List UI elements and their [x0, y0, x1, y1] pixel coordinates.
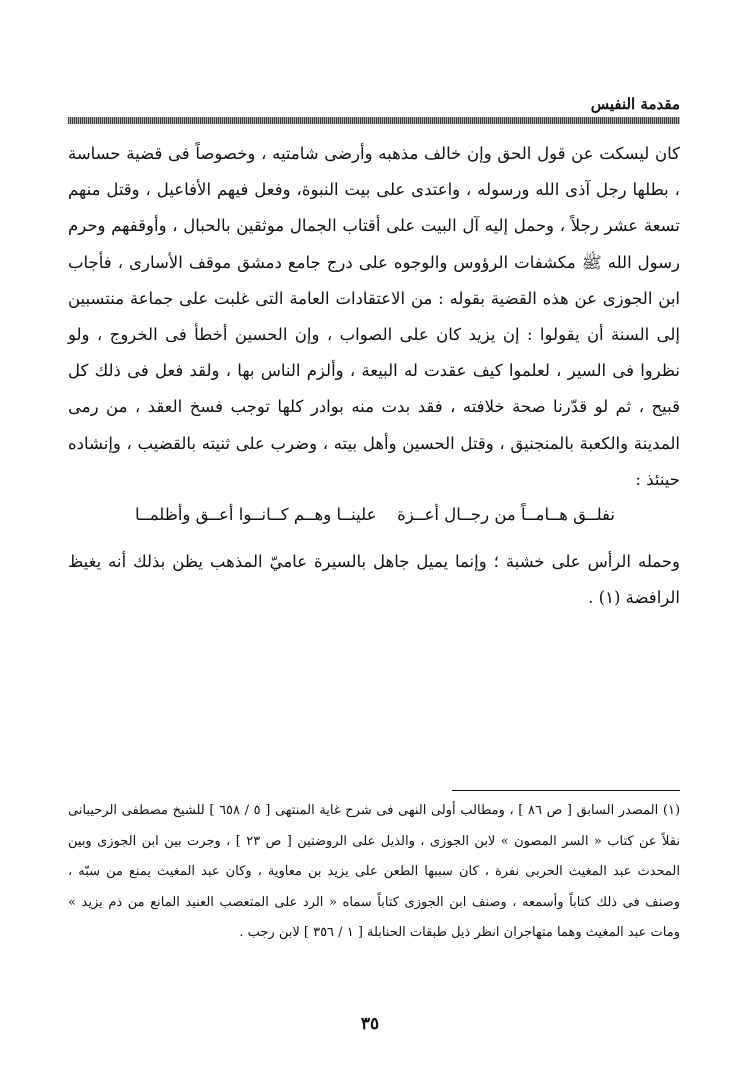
poetry-verse: [135, 500, 615, 530]
main-paragraph: كان ليسكت عن قول الحق وإن خالف مذهبه وأرضى شامتيه ، وخصوصاً فى قضية حساسة ، بطلها رجل آذى الله ورسوله ، واعتدى على بيت النبوة، وفعل فيهم الأفاعيل ، وقتل منهم تسعة عشر رجلاً ، وحمل إليه آل البيت على أقتاب الجمال موثقين بالحبال ، وأوقفهم وحرم رسول الله ﷺ مكشفات الرؤوس والوجوه على درج جامع دمشق موقف الأسارى ، فأجاب ابن الجوزى عن هذه القضية بقوله : من الاعتقادات العامة التى غلبت على جماعة منتسبين إلى السنة أن يقولوا : إن يزيد كان على الصواب ، وإن الحسين أخطأ فى الخروج ، ولو نظروا فى السير ، لعلموا كيف عقدت له البيعة ، وألزم الناس بها ، ولقد فعل فى ذلك كل قبيح ، ثم لو قدّرنا صحة خلافته ، فقد بدت منه بوادر كلها توجب فسخ العقد ، من رمى المدينة والكعبة بالمنجنيق ، وقتل الحسين وأهل بيته ، وضرب على ثنيته بالقضيب ، وإنشاده حينئذ :: [68, 144, 680, 489]
running-head: مقدمة النفيس: [590, 95, 680, 113]
footnote-separator: [452, 790, 680, 791]
closing-paragraph: وحمله الرأس على خشبة ؛ وإنما يميل جاهل بالسيرة عاميّ المذهب يظن بذلك أنه يغيظ الرافضة (١) .: [68, 552, 680, 608]
footnote: (١) المصدر السابق [ ص ٨٦ ] ، ومطالب أولى النهى فى شرح غاية المنتهى [ ٥ / ٦٥٨ ] للشيخ مصطفى الرحيبانى نقلاً عن كتاب « السر المصون » لابن الجوزى ، والذيل على الروضتين [ ص ٢٣ ] ، وجرت بين ابن الجوزى وبين المحدث عبد المغيث الحربى نفرة ، كان سببها الطعن على يزيد بن معاوية ، وكان عبد المغيث يمنع من سبّه ، وصنف فى ذلك كتاباً وأسمعه ، وصنف ابن الجوزى كتاباً سماه « الرد على المتعصب العنيد المانع من ذم يزيد » ومات عبد المغيث وهما متهاجران انظر ذيل طبقات الحنابلة [ ١ / ٣٥٦ ] لابن رجب .: [68, 803, 681, 941]
verse-first-hemistich: نفلــق هــامــاً من رجــال أعــزة: [397, 505, 615, 524]
verse-second-hemistich: علينــا وهــم كــانــوا أعــق وأظلمــا: [135, 505, 377, 524]
header-rule: [68, 117, 680, 124]
page-number: ٣٥: [360, 1014, 380, 1034]
